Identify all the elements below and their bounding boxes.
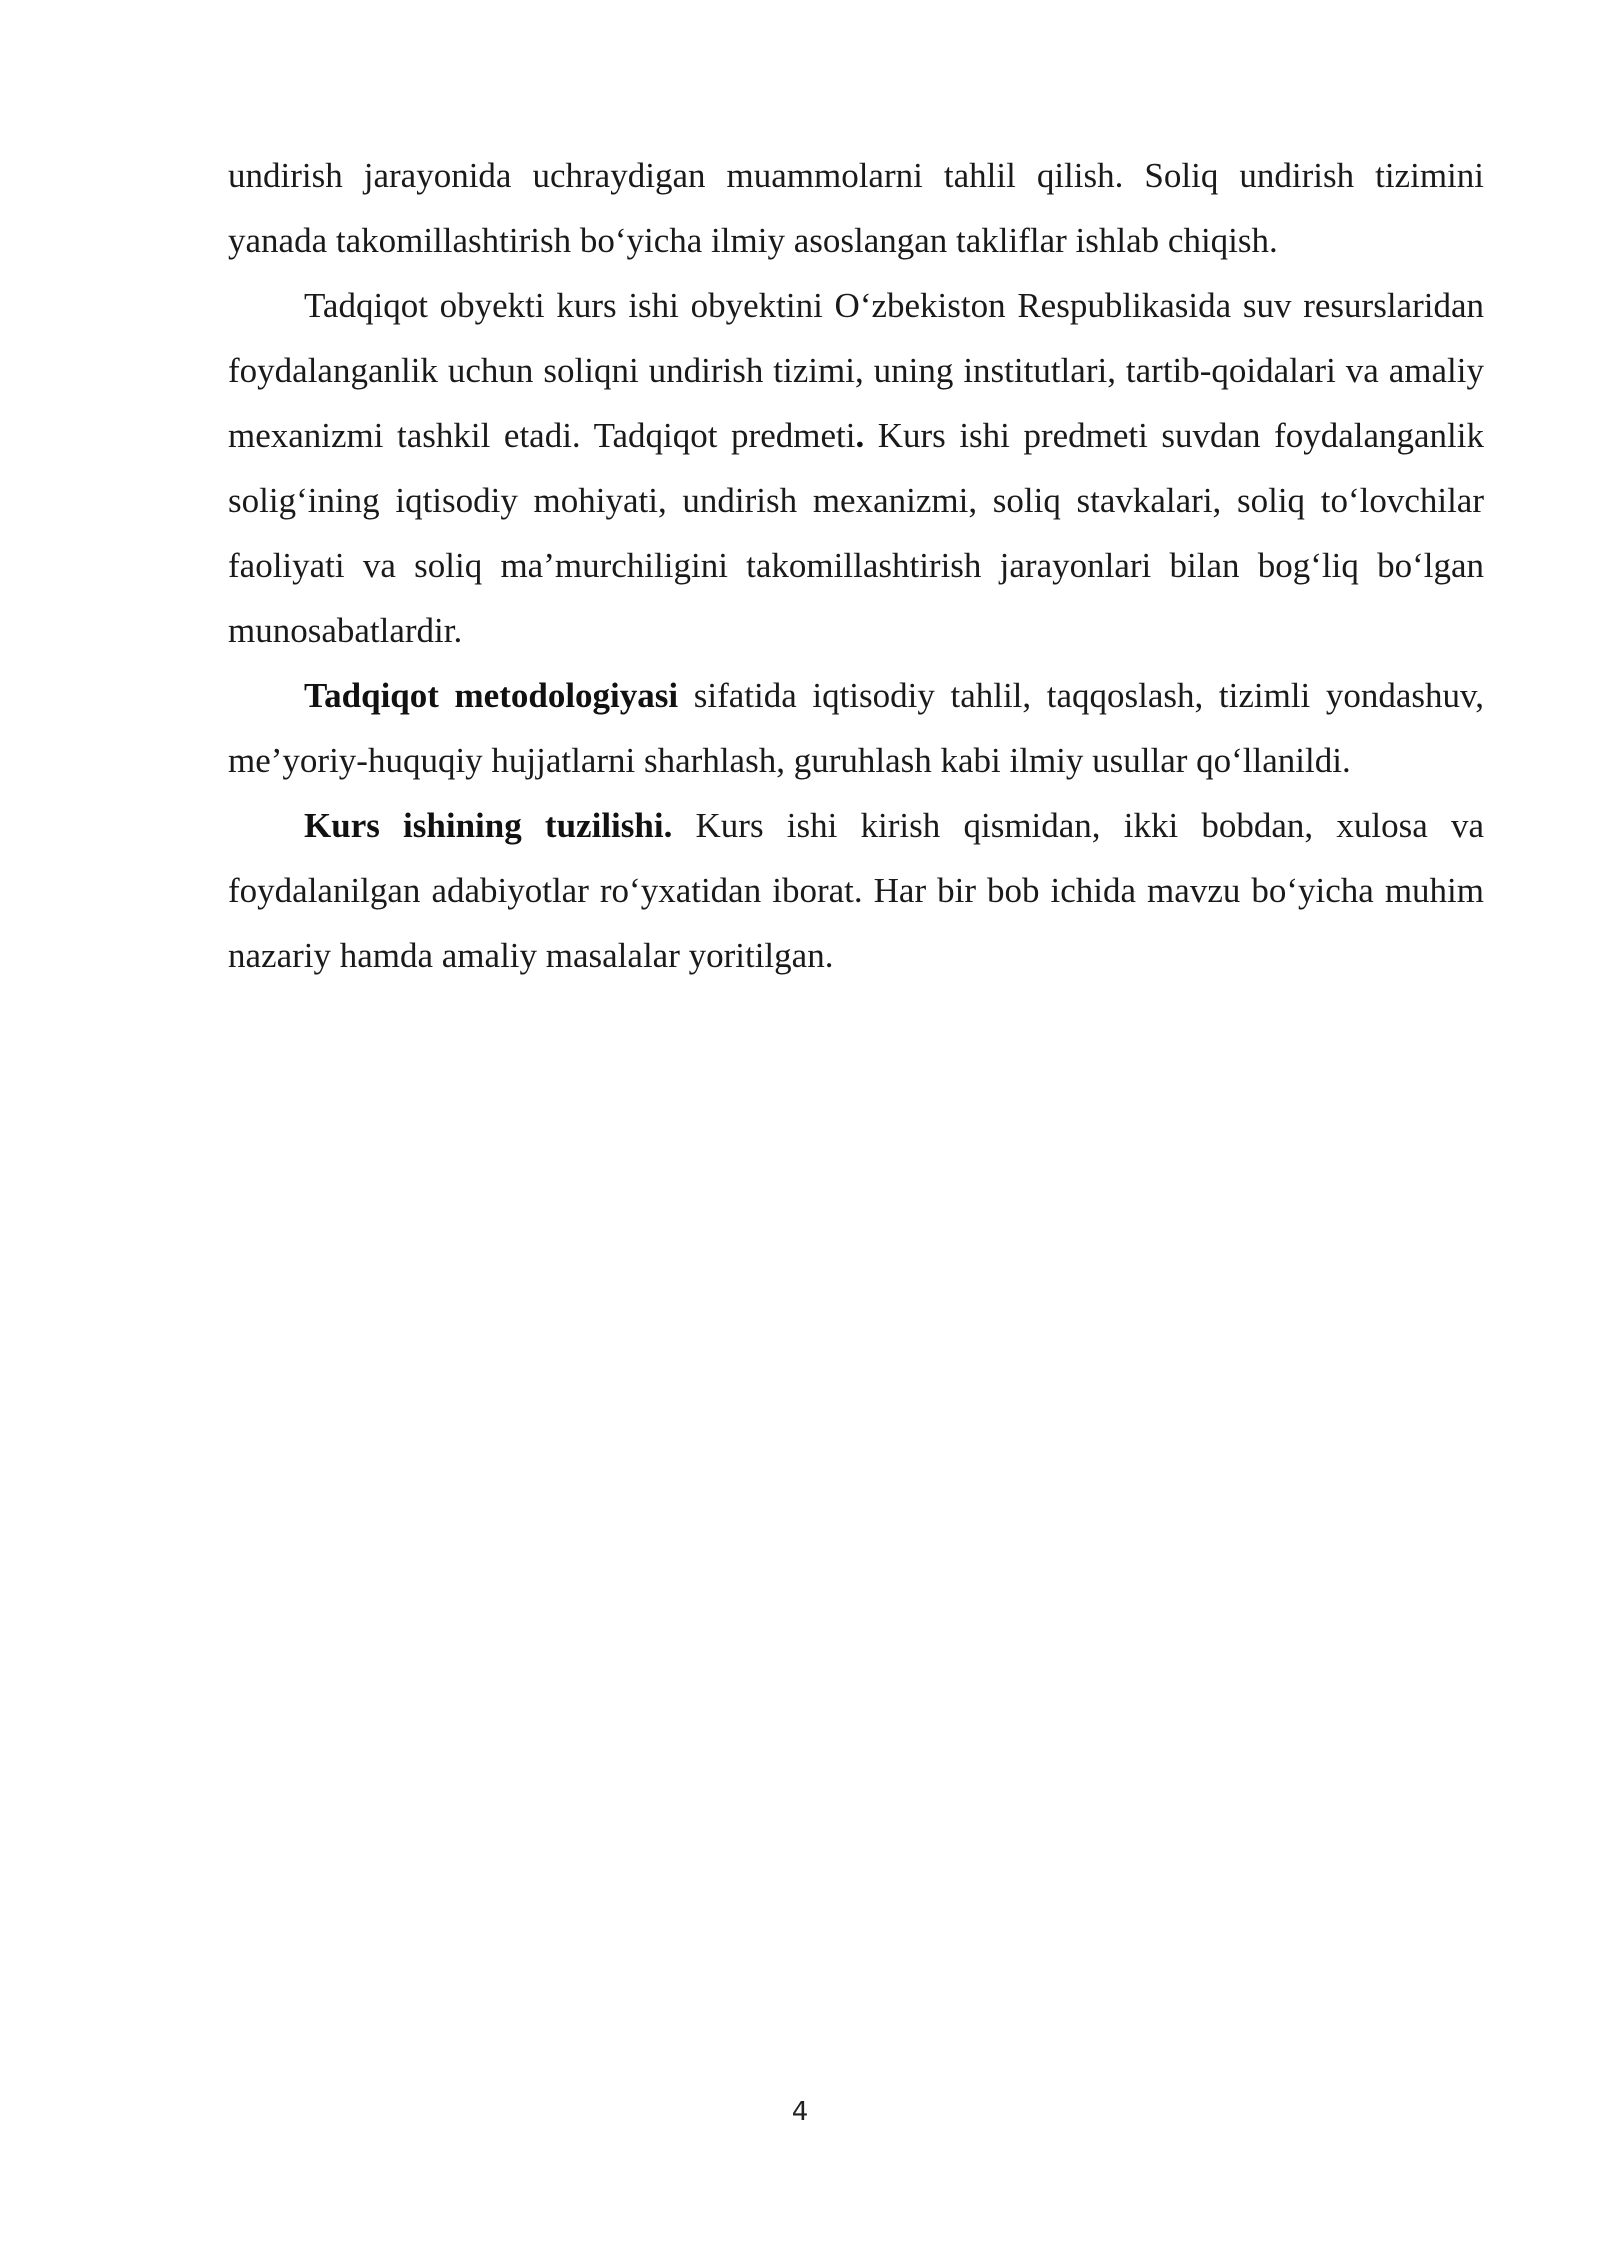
paragraph-2-text: Tadqiqot obyekti kurs ishi obyektini O‘zbekiston Respublikasida suv resurslaridan foydalanganlik uchun soliqni undirish tizimi, uning institutlari, tartib-qoidalari va amaliy mexanizmi tashkil etadi. Tadqiqot predmeti	[228, 286, 1484, 455]
paragraph-3-lead: Tadqiqot metodologiyasi	[304, 676, 679, 715]
paragraph-1	[228, 143, 1484, 273]
paragraph-2	[228, 273, 1484, 663]
paragraph-3	[228, 663, 1484, 793]
body-text	[228, 143, 1484, 988]
paragraph-2-text-cont: Kurs ishi predmeti suvdan foydalanganlik solig‘ining iqtisodiy mohiyati, undirish mexanizmi, soliq stavkalari, soliq to‘lovchilar faoliyati va soliq ma’murchiligini takomillashtirish jarayonlari bilan bog‘liq bo‘lgan munosabatlardir.	[228, 416, 1485, 650]
page-number: 4	[791, 2097, 809, 2127]
paragraph-4	[228, 793, 1484, 988]
paragraph-3-text: sifatida iqtisodiy tahlil, taqqoslash, tizimli yondashuv, me’yoriy-huquqiy hujjatlarni sharhlash, guruhlash kabi ilmiy usullar qo‘llanildi.	[228, 676, 1484, 780]
paragraph-2-bold-period: .	[855, 416, 865, 455]
paragraph-4-text: Kurs ishi kirish qismidan, ikki bobdan, xulosa va foydalanilgan adabiyotlar ro‘yxatidan iborat. Har bir bob ichida mavzu bo‘yicha muhim nazariy hamda amaliy masalalar yoritilgan.	[228, 806, 1484, 975]
paragraph-1-text: undirish jarayonida uchraydigan muammolarni tahlil qilish. Soliq undirish tizimini yanada takomillashtirish bo‘yicha ilmiy asoslangan takliflar ishlab chiqish.	[228, 156, 1484, 260]
paragraph-4-lead: Kurs ishining tuzilishi.	[304, 806, 673, 845]
